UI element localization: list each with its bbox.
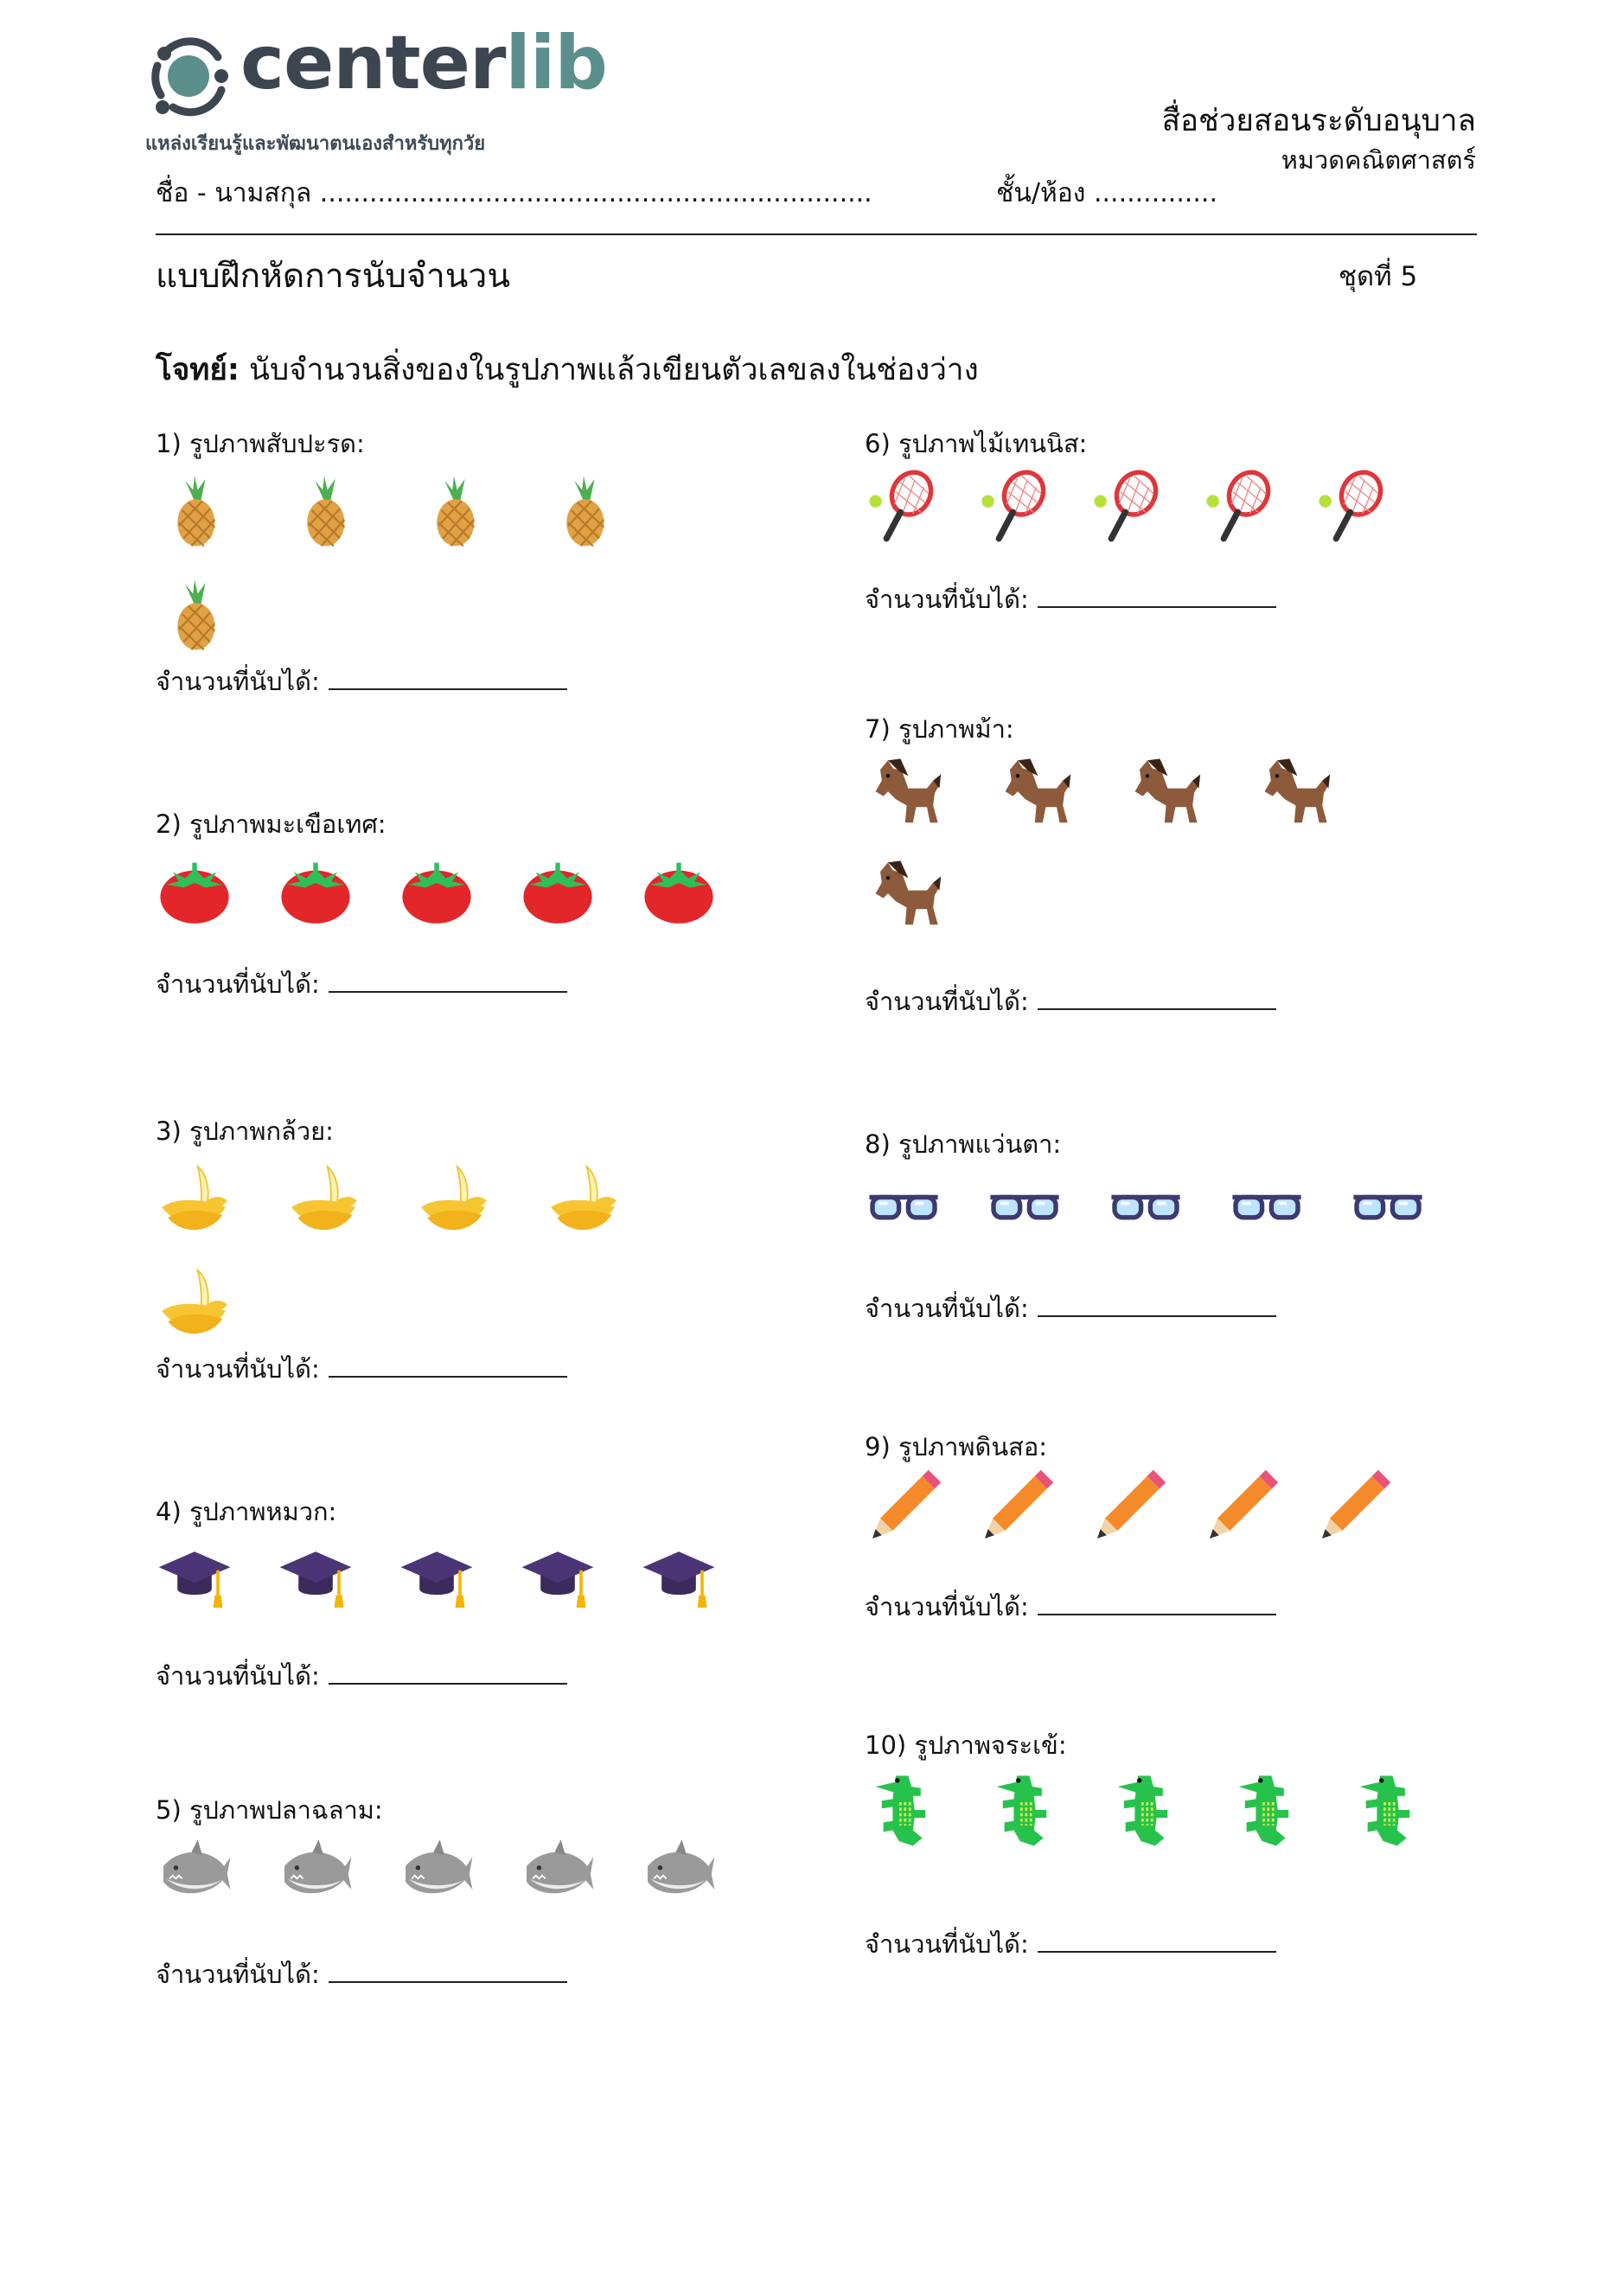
instruction-label: โจทย์:	[156, 353, 240, 387]
glasses-icon	[986, 1169, 1064, 1247]
answer-label: จำนวนที่นับได้:	[865, 1294, 1029, 1323]
tennis-racket-icon	[1314, 467, 1392, 545]
name-field[interactable]: ชื่อ - นามสกุล ...................................................................	[156, 178, 872, 208]
answer-blank[interactable]	[329, 969, 567, 993]
instruction	[156, 346, 979, 393]
answer-blank[interactable]	[1038, 1591, 1276, 1615]
banana-icon	[285, 1159, 363, 1237]
crocodile-icon	[1228, 1771, 1306, 1849]
tennis-racket-icon	[865, 467, 942, 545]
shark-icon	[277, 1835, 355, 1913]
answer-row	[865, 579, 1276, 619]
shark-icon	[640, 1835, 718, 1913]
graduation-cap-icon	[156, 1538, 233, 1615]
tomato-icon	[519, 852, 597, 930]
answer-row	[865, 1924, 1276, 1964]
answer-blank[interactable]	[329, 1660, 567, 1685]
crocodile-icon	[1349, 1771, 1427, 1849]
answer-blank[interactable]	[1038, 1928, 1276, 1953]
answer-label: จำนวนที่นับได้:	[156, 969, 320, 999]
tennis-racket-icon	[977, 467, 1055, 545]
tomato-icon	[640, 852, 718, 930]
answer-blank[interactable]	[1038, 584, 1276, 608]
banana-icon	[545, 1159, 623, 1237]
question-label: 6) รูปภาพไม้เทนนิส:	[865, 429, 1088, 458]
tomato-icon	[398, 852, 476, 930]
question-label: 10) รูปภาพจระเข้:	[865, 1730, 1067, 1760]
answer-label: จำนวนที่นับได้:	[156, 1960, 320, 1989]
question-label: 7) รูปภาพม้า:	[865, 714, 1014, 744]
answer-label: จำนวนที่นับได้:	[865, 1592, 1029, 1621]
answer-blank[interactable]	[329, 1353, 567, 1378]
glasses-icon	[865, 1169, 942, 1247]
tomato-icon	[156, 852, 233, 930]
tomato-icon	[277, 852, 355, 930]
answer-label: จำนวนที่นับได้:	[156, 1354, 320, 1384]
question-label: 2) รูปภาพมะเขือเทศ:	[156, 809, 387, 839]
pineapple-icon	[415, 471, 493, 549]
instruction-text: นับจำนวนสิ่งของในรูปภาพแล้วเขียนตัวเลขลงในช่องว่าง	[249, 353, 979, 387]
banana-icon	[156, 1159, 233, 1237]
logo-wordmark: centerlib	[240, 20, 607, 106]
pineapple-icon	[545, 471, 623, 549]
horse-icon	[1254, 754, 1332, 832]
graduation-cap-icon	[277, 1538, 355, 1615]
logo-mark-icon	[138, 28, 233, 123]
answer-label: จำนวนที่นับได้:	[865, 585, 1029, 614]
tagline: แหล่งเรียนรู้และพัฒนาตนเองสำหรับทุกวัย	[145, 133, 486, 155]
answer-row	[865, 982, 1276, 1021]
glasses-icon	[1228, 1169, 1306, 1247]
pineapple-icon	[156, 471, 233, 549]
answer-row	[156, 964, 567, 1004]
answer-label: จำนวนที่นับได้:	[156, 1661, 320, 1691]
crocodile-icon	[865, 1771, 942, 1849]
answer-row	[156, 1656, 567, 1696]
pencil-icon	[1314, 1468, 1392, 1546]
question-label: 1) รูปภาพสับปะรด:	[156, 429, 365, 458]
worksheet-title: แบบฝึกหัดการนับจำนวน	[156, 257, 510, 296]
answer-blank[interactable]	[329, 1959, 567, 1983]
answer-blank[interactable]	[329, 666, 567, 690]
glasses-icon	[1107, 1169, 1185, 1247]
question-label: 4) รูปภาพหมวก:	[156, 1497, 337, 1526]
subject-label: หมวดคณิตศาสตร์	[1281, 145, 1476, 175]
pencil-icon	[977, 1468, 1055, 1546]
shark-icon	[398, 1835, 476, 1913]
graduation-cap-icon	[640, 1538, 718, 1615]
graduation-cap-icon	[519, 1538, 597, 1615]
answer-row	[865, 1587, 1276, 1627]
pineapple-icon	[285, 471, 363, 549]
answer-row	[156, 662, 567, 701]
graduation-cap-icon	[398, 1538, 476, 1615]
header-divider	[156, 233, 1477, 235]
logo	[138, 28, 233, 123]
answer-label: จำนวนที่นับได้:	[865, 987, 1029, 1016]
shark-icon	[519, 1835, 597, 1913]
tennis-racket-icon	[1089, 467, 1167, 545]
answer-label: จำนวนที่นับได้:	[156, 667, 320, 696]
banana-icon	[156, 1263, 233, 1340]
answer-label: จำนวนที่นับได้:	[865, 1929, 1029, 1959]
tennis-racket-icon	[1202, 467, 1280, 545]
horse-icon	[1124, 754, 1202, 832]
horse-icon	[994, 754, 1072, 832]
banana-icon	[415, 1159, 493, 1237]
answer-blank[interactable]	[1038, 1293, 1276, 1317]
crocodile-icon	[986, 1771, 1064, 1849]
pineapple-icon	[156, 575, 233, 653]
pencil-icon	[1089, 1468, 1167, 1546]
pencil-icon	[1202, 1468, 1280, 1546]
crocodile-icon	[1107, 1771, 1185, 1849]
material-title: สื่อช่วยสอนระดับอนุบาล	[1161, 104, 1476, 138]
answer-row	[865, 1289, 1276, 1328]
answer-row	[156, 1349, 567, 1389]
class-field[interactable]: ชั้น/ห้อง ...............	[996, 178, 1217, 208]
question-label: 5) รูปภาพปลาฉลาม:	[156, 1795, 383, 1825]
glasses-icon	[1349, 1169, 1427, 1247]
answer-row	[156, 1954, 567, 1994]
question-label: 8) รูปภาพแว่นตา:	[865, 1129, 1062, 1159]
horse-icon	[865, 856, 942, 934]
pencil-icon	[865, 1468, 942, 1546]
question-label: 3) รูปภาพกล้วย:	[156, 1116, 334, 1146]
horse-icon	[865, 754, 942, 832]
shark-icon	[156, 1835, 233, 1913]
set-number: ชุดที่ 5	[1339, 261, 1418, 292]
question-label: 9) รูปภาพดินสอ:	[865, 1432, 1048, 1461]
answer-blank[interactable]	[1038, 986, 1276, 1010]
